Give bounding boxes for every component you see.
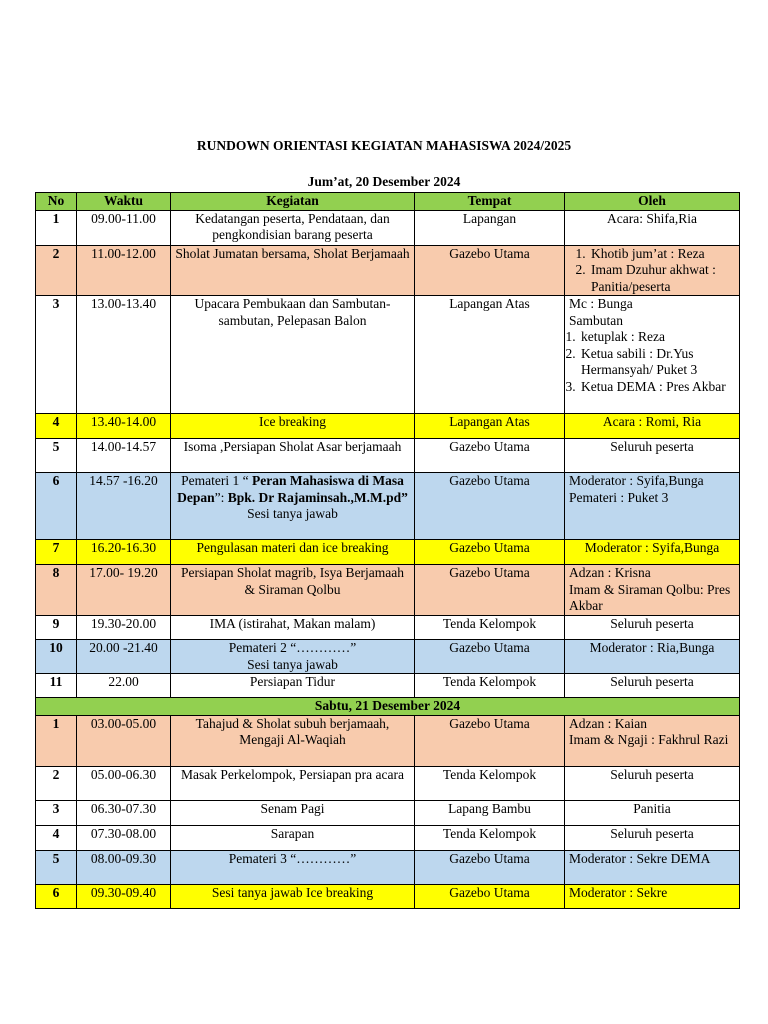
table-row — [36, 884, 740, 908]
row-tempat: Lapangan — [415, 210, 565, 245]
row-no: 5 — [36, 850, 77, 884]
row-kegiatan: Pemateri 3 “…………” — [171, 850, 415, 884]
row-oleh: Moderator : Syifa,Bunga — [565, 540, 740, 565]
oleh-item: 2. Imam Dzuhur akhwat : Panitia/peserta — [589, 262, 735, 295]
day2-section-row — [36, 698, 740, 716]
table-row — [36, 640, 740, 674]
row-oleh: Seluruh peserta — [565, 825, 740, 850]
kegiatan-pre: Pemateri 1 “ — [181, 473, 252, 488]
row-kegiatan — [171, 640, 415, 674]
row-kegiatan: Persiapan Tidur — [171, 674, 415, 698]
kegiatan-mid: ”: — [214, 489, 228, 505]
row-no: 10 — [36, 640, 77, 674]
oleh-item: 1. Khotib jum’at : Reza — [589, 246, 735, 263]
row-no: 2 — [36, 766, 77, 800]
table-row — [36, 540, 740, 565]
row-oleh: Moderator : Sekre — [565, 884, 740, 908]
row-no: 5 — [36, 439, 77, 473]
row-waktu: 14.00-14.57 — [77, 439, 171, 473]
row-waktu: 11.00-12.00 — [77, 245, 171, 296]
row-kegiatan — [171, 473, 415, 540]
oleh-line: Moderator : Syifa,Bunga — [569, 473, 704, 488]
row-no: 8 — [36, 565, 77, 616]
day2-date: Sabtu, 21 Desember 2024 — [36, 698, 740, 716]
row-waktu: 17.00- 19.20 — [77, 565, 171, 616]
table-row — [36, 616, 740, 640]
row-waktu: 22.00 — [77, 674, 171, 698]
header-row — [36, 193, 740, 211]
oleh-line: Sambutan — [569, 312, 623, 328]
table-row — [36, 210, 740, 245]
row-kegiatan: Tahajud & Sholat subuh berjamaah, Mengaji Al-Waqiah — [171, 715, 415, 766]
row-oleh: Seluruh peserta — [565, 674, 740, 698]
row-oleh: Seluruh peserta — [565, 616, 740, 640]
row-kegiatan: Sarapan — [171, 825, 415, 850]
table-row — [36, 715, 740, 766]
row-no: 11 — [36, 674, 77, 698]
oleh-line: Imam & Siraman Qolbu: Pres Akbar — [569, 581, 731, 613]
row-kegiatan: Ice breaking — [171, 414, 415, 439]
header-waktu: Waktu — [77, 193, 171, 211]
header-no: No — [36, 193, 77, 211]
row-kegiatan: Isoma ,Persiapan Sholat Asar berjamaah — [171, 439, 415, 473]
row-oleh: Seluruh peserta — [565, 439, 740, 473]
oleh-line: Mc : Bunga — [569, 296, 633, 311]
header-kegiatan: Kegiatan — [171, 193, 415, 211]
row-waktu: 20.00 -21.40 — [77, 640, 171, 674]
row-no: 1 — [36, 715, 77, 766]
oleh-item: 1. ketuplak : Reza — [579, 329, 735, 346]
row-no: 6 — [36, 473, 77, 540]
row-kegiatan: IMA (istirahat, Makan malam) — [171, 616, 415, 640]
row-oleh: Acara: Shifa,Ria — [565, 210, 740, 245]
oleh-line: Imam & Ngaji : Fakhrul Razi — [569, 732, 729, 747]
row-kegiatan: Sholat Jumatan bersama, Sholat Berjamaah — [171, 245, 415, 296]
row-tempat: Lapangan Atas — [415, 414, 565, 439]
row-tempat: Gazebo Utama — [415, 473, 565, 540]
header-tempat: Tempat — [415, 193, 565, 211]
table-row — [36, 825, 740, 850]
row-no: 3 — [36, 296, 77, 414]
row-tempat: Gazebo Utama — [415, 850, 565, 884]
row-no: 6 — [36, 884, 77, 908]
row-no: 2 — [36, 245, 77, 296]
row-waktu: 07.30-08.00 — [77, 825, 171, 850]
row-kegiatan: Sesi tanya jawab Ice breaking — [171, 884, 415, 908]
row-waktu: 09.30-09.40 — [77, 884, 171, 908]
oleh-line: Adzan : Kaian — [569, 715, 647, 731]
header-oleh: Oleh — [565, 193, 740, 211]
row-waktu: 16.20-16.30 — [77, 540, 171, 565]
row-waktu: 14.57 -16.20 — [77, 473, 171, 540]
row-tempat: Tenda Kelompok — [415, 825, 565, 850]
row-waktu: 13.40-14.00 — [77, 414, 171, 439]
row-oleh: Panitia — [565, 800, 740, 825]
oleh-line: Adzan : Krisna — [569, 565, 651, 580]
row-waktu: 03.00-05.00 — [77, 715, 171, 766]
row-tempat: Gazebo Utama — [415, 540, 565, 565]
row-kegiatan: Kedatangan peserta, Pendataan, dan pengkondisian barang peserta — [171, 210, 415, 245]
row-tempat: Gazebo Utama — [415, 715, 565, 766]
row-tempat: Tenda Kelompok — [415, 616, 565, 640]
kegiatan-line: Sesi tanya jawab — [247, 656, 338, 672]
row-kegiatan: Masak Perkelompok, Persiapan pra acara — [171, 766, 415, 800]
row-oleh — [565, 565, 740, 616]
row-kegiatan: Upacara Pembukaan dan Sambutan-sambutan, Pelepasan Balon — [171, 296, 415, 414]
table-row — [36, 245, 740, 296]
row-oleh: Acara : Romi, Ria — [565, 414, 740, 439]
row-no: 3 — [36, 800, 77, 825]
row-oleh: Seluruh peserta — [565, 766, 740, 800]
kegiatan-speaker: Bpk. Dr Rajaminsah.,M.M.pd” — [227, 489, 408, 505]
row-tempat: Gazebo Utama — [415, 884, 565, 908]
table-row — [36, 296, 740, 414]
row-tempat: Gazebo Utama — [415, 640, 565, 674]
kegiatan-bold: Peran Mahasiswa di Masa Depan — [177, 473, 404, 505]
row-tempat: Gazebo Utama — [415, 245, 565, 296]
kegiatan-line: Pemateri 2 “…………” — [228, 640, 357, 655]
table-row — [36, 674, 740, 698]
row-no: 1 — [36, 210, 77, 245]
row-waktu: 09.00-11.00 — [77, 210, 171, 245]
table-row — [36, 439, 740, 473]
oleh-item: 3. Ketua DEMA : Pres Akbar — [579, 379, 735, 396]
day1-date: Jum’at, 20 Desember 2024 — [307, 174, 461, 189]
row-tempat: Gazebo Utama — [415, 565, 565, 616]
row-oleh — [565, 473, 740, 540]
row-waktu: 08.00-09.30 — [77, 850, 171, 884]
table-row — [36, 565, 740, 616]
row-no: 4 — [36, 825, 77, 850]
table-row — [36, 800, 740, 825]
kegiatan-post: Sesi tanya jawab — [247, 506, 338, 521]
row-tempat: Lapang Bambu — [415, 800, 565, 825]
row-tempat: Tenda Kelompok — [415, 766, 565, 800]
row-no: 9 — [36, 616, 77, 640]
row-waktu: 19.30-20.00 — [77, 616, 171, 640]
table-row — [36, 850, 740, 884]
oleh-line: Pemateri : Puket 3 — [569, 489, 669, 505]
row-no: 4 — [36, 414, 77, 439]
row-waktu: 13.00-13.40 — [77, 296, 171, 414]
table-row — [36, 766, 740, 800]
row-oleh: Moderator : Ria,Bunga — [565, 640, 740, 674]
row-no: 7 — [36, 540, 77, 565]
row-oleh — [565, 715, 740, 766]
row-tempat: Tenda Kelompok — [415, 674, 565, 698]
row-oleh — [565, 296, 740, 414]
rundown-table — [35, 192, 740, 909]
row-kegiatan: Senam Pagi — [171, 800, 415, 825]
row-tempat: Gazebo Utama — [415, 439, 565, 473]
row-waktu: 06.30-07.30 — [77, 800, 171, 825]
document-title: RUNDOWN ORIENTASI KEGIATAN MAHASISWA 2024/2025 — [196, 138, 572, 153]
table-row — [36, 414, 740, 439]
oleh-item: 2. Ketua sabili : Dr.Yus Hermansyah/ Puket 3 — [579, 346, 735, 379]
row-oleh: Moderator : Sekre DEMA — [565, 850, 740, 884]
row-oleh — [565, 245, 740, 296]
row-waktu: 05.00-06.30 — [77, 766, 171, 800]
row-tempat: Lapangan Atas — [415, 296, 565, 414]
row-kegiatan: Pengulasan materi dan ice breaking — [171, 540, 415, 565]
row-kegiatan: Persiapan Sholat magrib, Isya Berjamaah & Siraman Qolbu — [171, 565, 415, 616]
table-row — [36, 473, 740, 540]
